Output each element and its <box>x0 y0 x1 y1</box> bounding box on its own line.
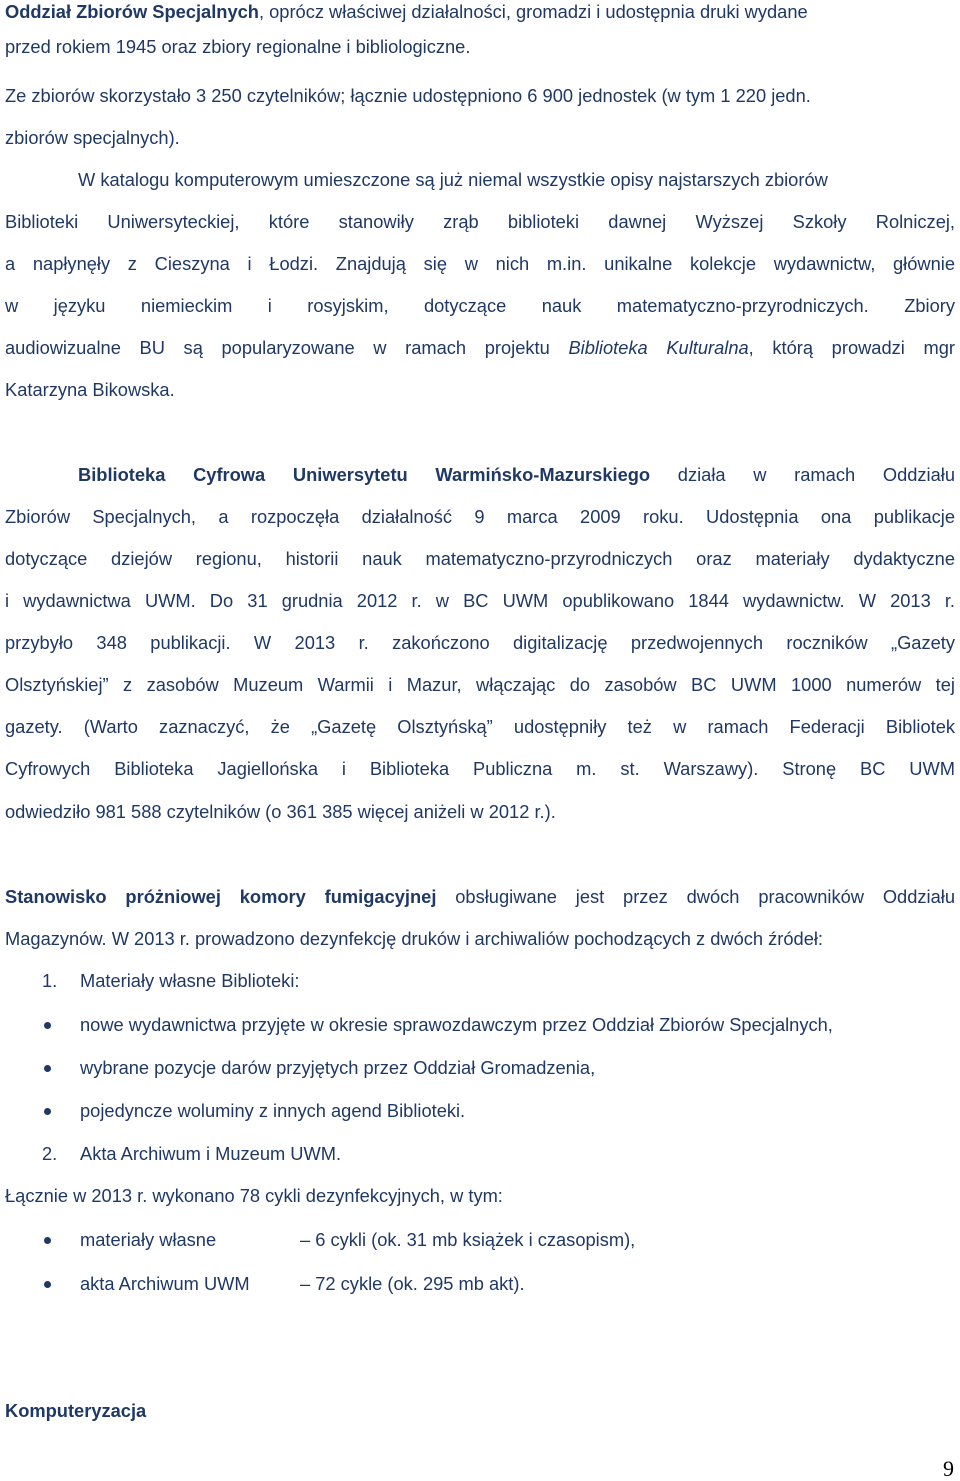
cycle-label: materiały własne <box>80 1229 217 1250</box>
text-line: dotyczące dziejów regionu, historii nauk matematyczno-przyrodniczych oraz materiały dydaktyczne <box>5 548 955 569</box>
cycle-label: akta Archiwum UWM <box>80 1273 250 1294</box>
text-line <box>5 336 955 360</box>
text-line: Magazynów. W 2013 r. prowadzono dezynfekcję druków i archiwaliów pochodzących z dwóch źródeł: <box>5 928 823 949</box>
text-fragment: audiowizualne BU są popularyzowane w ramach projektu <box>5 337 569 358</box>
text-line: , oprócz właściwej działalności, gromadzi i udostępnia druki wydane <box>258 1 808 22</box>
text-line: w języku niemieckim i rosyjskim, dotyczące nauk matematyczno-przyrodniczych. Zbiory <box>5 295 955 316</box>
bullet-icon <box>44 1065 51 1072</box>
text-fragment: obsługiwane jest przez dwóch pracowników Oddziału <box>436 886 955 907</box>
text-line <box>78 463 955 487</box>
text-fragment: , którą prowadzi mgr <box>748 337 955 358</box>
bullet-icon <box>44 1022 51 1029</box>
list-number: 2. <box>42 1143 58 1164</box>
text-line: Cyfrowych Biblioteka Jagiellońska i Biblioteka Publiczna m. st. Warszawy). Stronę BC UWM <box>5 758 955 779</box>
fumigation-heading: Stanowisko próżniowej komory fumigacyjnej <box>5 886 437 907</box>
bullet-icon <box>44 1237 51 1244</box>
list-item: pojedyncze woluminy z innych agend Biblioteki. <box>80 1100 466 1121</box>
text-line: Katarzyna Bikowska. <box>5 379 175 400</box>
list-item: Materiały własne Biblioteki: <box>80 970 300 991</box>
text-line: Biblioteki Uniwersyteckiej, które stanowiły zrąb biblioteki dawnej Wyższej Szkoły Rolniczej, <box>5 211 955 232</box>
text-line: przed rokiem 1945 oraz zbiory regionalne i bibliologiczne. <box>5 36 471 57</box>
project-name: Biblioteka Kulturalna <box>568 337 749 358</box>
bullet-icon <box>44 1281 51 1288</box>
text-line: W katalogu komputerowym umieszczone są już niemal wszystkie opisy najstarszych zbiorów <box>78 169 828 190</box>
text-line: Łącznie w 2013 r. wykonano 78 cykli dezynfekcyjnych, w tym: <box>5 1185 503 1206</box>
text-line: a napłynęły z Cieszyna i Łodzi. Znajdują się w nich m.in. unikalne kolekcje wydawnictw, głównie <box>5 253 955 274</box>
text-fragment: działa w ramach Oddziału <box>650 464 955 485</box>
cycle-value: – 6 cykli (ok. 31 mb książek i czasopism), <box>300 1229 636 1250</box>
section-heading: Komputeryzacja <box>5 1400 147 1421</box>
digital-library-heading: Biblioteka Cyfrowa Uniwersytetu Warmińsko-Mazurskiego <box>78 464 651 485</box>
paragraph-special-collections <box>5 0 808 24</box>
page-number: 9 <box>943 1456 954 1481</box>
list-number: 1. <box>42 970 58 991</box>
text-line: zbiorów specjalnych). <box>5 127 180 148</box>
text-line <box>5 885 955 909</box>
text-line: Ze zbiorów skorzystało 3 250 czytelników; łącznie udostępniono 6 900 jednostek (w tym 1 220 jedn. <box>5 85 811 106</box>
cycle-value: – 72 cykle (ok. 295 mb akt). <box>300 1273 525 1294</box>
text-line: przybyło 348 publikacji. W 2013 r. zakończono digitalizację przedwojennych roczników „Gazety <box>5 632 955 653</box>
text-line: i wydawnictwa UWM. Do 31 grudnia 2012 r. w BC UWM opublikowano 1844 wydawnictw. W 2013 r. <box>5 590 955 611</box>
list-item: wybrane pozycje darów przyjętych przez Oddział Gromadzenia, <box>80 1057 596 1078</box>
text-line: Olsztyńskiej” z zasobów Muzeum Warmii i Mazur, włączając do zasobów BC UWM 1000 numerów tej <box>5 674 955 695</box>
list-item: Akta Archiwum i Muzeum UWM. <box>80 1143 342 1164</box>
special-collections-heading: Oddział Zbiorów Specjalnych <box>5 1 259 22</box>
bullet-icon <box>44 1108 51 1115</box>
text-line: Zbiorów Specjalnych, a rozpoczęła działalność 9 marca 2009 roku. Udostępnia ona publikacje <box>5 506 955 527</box>
text-line: gazety. (Warto zaznaczyć, że „Gazetę Olsztyńską” udostępniły też w ramach Federacji Bibliotek <box>5 716 955 737</box>
list-item: nowe wydawnictwa przyjęte w okresie sprawozdawczym przez Oddział Zbiorów Specjalnych, <box>80 1014 833 1035</box>
text-line: odwiedziło 981 588 czytelników (o 361 385 więcej aniżeli w 2012 r.). <box>5 801 556 822</box>
